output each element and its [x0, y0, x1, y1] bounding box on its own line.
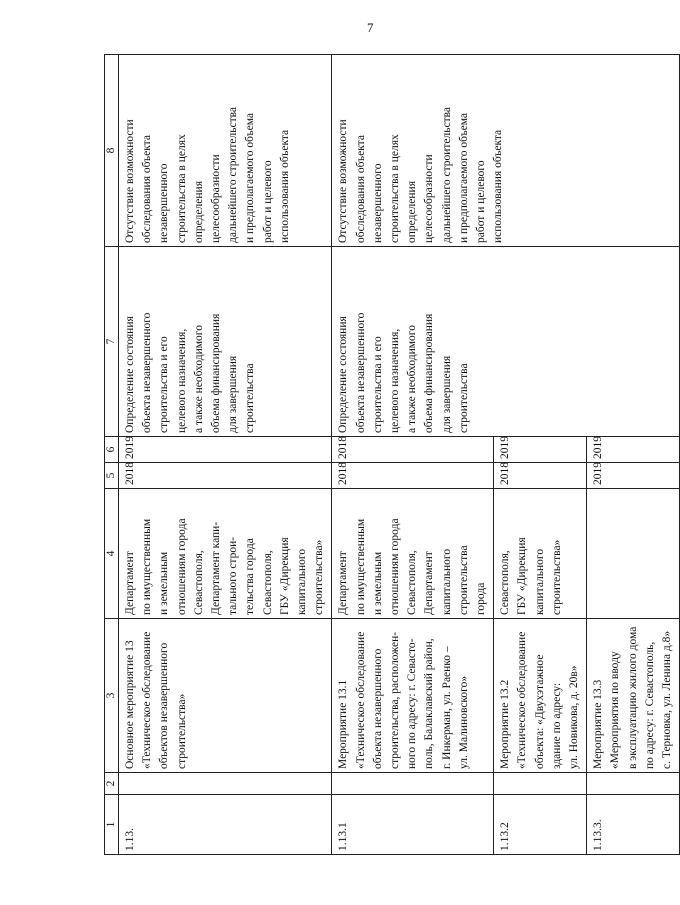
rotated-table-container: [104, 55, 674, 855]
end-year: 2018: [332, 437, 494, 463]
start-year: 2018: [119, 463, 332, 489]
header-cell: 6: [105, 437, 119, 463]
program-table: [104, 54, 680, 855]
event-name: Мероприятие 13.1 «Техническое обследование объекта незавершенного строительства, расположен- ного по адресу: г. Севасто- поль, Балаклавский район, г. Инкерман, ул. Раенко – ул. Малиновского»: [332, 619, 494, 773]
end-year: 2019: [119, 437, 332, 463]
end-year: 2019: [494, 437, 587, 463]
end-year: 2019: [587, 437, 680, 463]
cell-col2: [587, 773, 680, 795]
consequences: Отсутствие возможности обследования объекта незавершенного строительства в целях определения целесообразности дальнейшего строительства и предполагаемого объема работ и целевого использования объекта: [332, 55, 680, 247]
header-cell: 5: [105, 463, 119, 489]
table-row: [332, 55, 494, 855]
responsible: [587, 489, 680, 619]
row-number: 1.13.: [119, 795, 332, 855]
header-cell: 4: [105, 489, 119, 619]
start-year: 2018: [494, 463, 587, 489]
header-cell: 8: [105, 55, 119, 247]
expected-result: Определение состояния объекта незавершенного строительства и его целевого назначения, а также необходимого объема финансирования для завершения строительства: [332, 247, 680, 437]
header-row: [105, 55, 119, 855]
responsible: Севастополя, ГБУ «Дирекция капитального строительства»: [494, 489, 587, 619]
start-year: 2018: [332, 463, 494, 489]
header-cell: 7: [105, 247, 119, 437]
cell-col2: [119, 773, 332, 795]
header-cell: 1: [105, 795, 119, 855]
row-number: 1.13.1: [332, 795, 494, 855]
event-name: Мероприятие 13.2 «Техническое обследование объекта: «Двухэтажное здание по адресу: ул. Новикова, д. 20в»: [494, 619, 587, 773]
start-year: 2019: [587, 463, 680, 489]
event-name: Мероприятие 13.3 «Мероприятия по вводу в эксплуатацию жилого дома по адресу: г. Севастополь, с. Терновка, ул. Ленина д.8»: [587, 619, 680, 773]
row-number: 1.13.3.: [587, 795, 680, 855]
page-number: 7: [367, 20, 374, 35]
expected-result: Определение состояния объекта незавершенного строительства и его целевого назначения, а также необходимого объема финансирования для завершения строительства: [119, 247, 332, 437]
header-cell: 2: [105, 773, 119, 795]
consequences: Отсутствие возможности обследования объекта незавершенного строительства в целях определения целесообразности дальнейшего строительства и предполагаемого объема работ и целевого использования объекта: [119, 55, 332, 247]
cell-col2: [332, 773, 494, 795]
cell-col2: [494, 773, 587, 795]
row-number: 1.13.2: [494, 795, 587, 855]
responsible: Департамент по имущественным и земельным отношениям города Севастополя, Департамент капи- тального строи- тельства города Севастополя, ГБУ «Дирекция капитального строительства»: [119, 489, 332, 619]
header-cell: 3: [105, 619, 119, 773]
responsible: Департамент по имущественным и земельным отношениям города Севастополя, Департамент капитального строительства города: [332, 489, 494, 619]
event-name: Основное мероприятие 13 «Техническое обследование объектов незавершенного строительства»: [119, 619, 332, 773]
table-row: [119, 55, 332, 855]
